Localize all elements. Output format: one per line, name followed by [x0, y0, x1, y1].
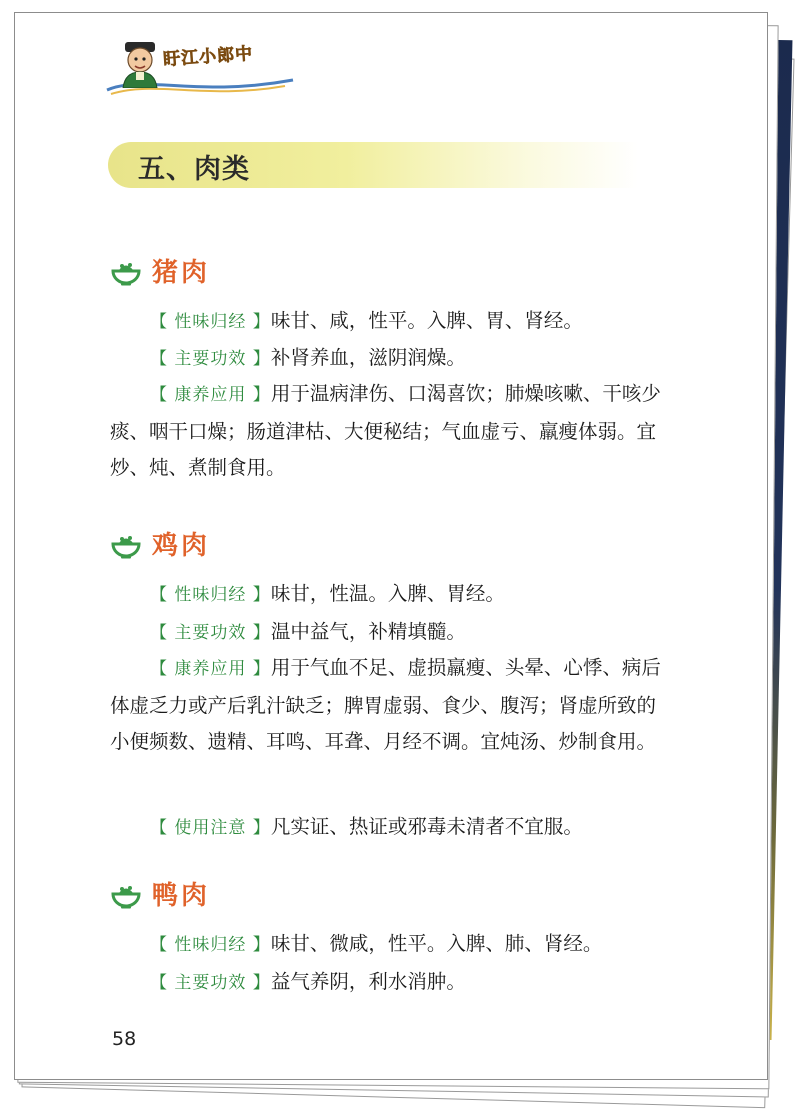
property-paragraph	[110, 650, 670, 761]
brand-logo	[105, 38, 295, 96]
property-paragraph	[110, 376, 670, 487]
property-text: 味甘，性温。入脾、胃经。	[270, 582, 505, 605]
bowl-icon	[110, 881, 142, 909]
property-tag: 【 性味归经 】	[150, 312, 271, 332]
property-tag: 【 主要功效 】	[150, 973, 271, 993]
item-title: 猪肉	[152, 258, 211, 288]
property-line	[150, 578, 505, 606]
property-text: 味甘、微咸，性平。入脾、肺、肾经。	[270, 932, 603, 955]
property-text: 温中益气，补精填髓。	[270, 620, 466, 643]
property-line	[150, 342, 466, 370]
item-title: 鸡肉	[152, 531, 211, 561]
property-tag: 【 康养应用 】	[150, 659, 271, 679]
property-tag: 【 性味归经 】	[150, 585, 271, 605]
property-line	[150, 305, 583, 333]
bowl-icon	[110, 531, 142, 559]
property-text: 益气养阴，利水消肿。	[270, 970, 466, 993]
property-tag: 【 主要功效 】	[150, 623, 271, 643]
property-text: 用于温病津伤、口渴喜饮；肺燥咳嗽、干咳少痰、咽干口燥；肠道津枯、大便秘结；气血虚亏、羸瘦体弱。宜炒、炖、煮制食用。	[110, 382, 661, 479]
property-text: 用于气血不足、虚损羸瘦、头晕、心悸、病后体虚乏力或产后乳汁缺乏；脾胃虚弱、食少、腹泻；肾虚所致的小便频数、遗精、耳鸣、耳聋、月经不调。宜炖汤、炒制食用。	[110, 656, 661, 753]
page-number: 58	[112, 1028, 137, 1050]
section-title: 五、肉类	[138, 154, 250, 185]
property-line	[150, 811, 583, 839]
item-title: 鸭肉	[152, 881, 211, 911]
brand-text: 盱江小郎中	[162, 43, 254, 71]
bowl-icon	[110, 258, 142, 286]
property-line	[150, 616, 466, 644]
property-tag: 【 康养应用 】	[150, 385, 271, 405]
property-line	[150, 928, 602, 956]
property-text: 味甘、咸，性平。入脾、胃、肾经。	[270, 309, 583, 332]
property-tag: 【 性味归经 】	[150, 935, 271, 955]
property-tag: 【 使用注意 】	[150, 818, 271, 838]
property-text: 凡实证、热证或邪毒未清者不宜服。	[270, 815, 583, 838]
property-line	[150, 966, 466, 994]
doctor-avatar-icon	[117, 38, 163, 88]
property-tag: 【 主要功效 】	[150, 349, 271, 369]
property-text: 补肾养血，滋阴润燥。	[270, 346, 466, 369]
